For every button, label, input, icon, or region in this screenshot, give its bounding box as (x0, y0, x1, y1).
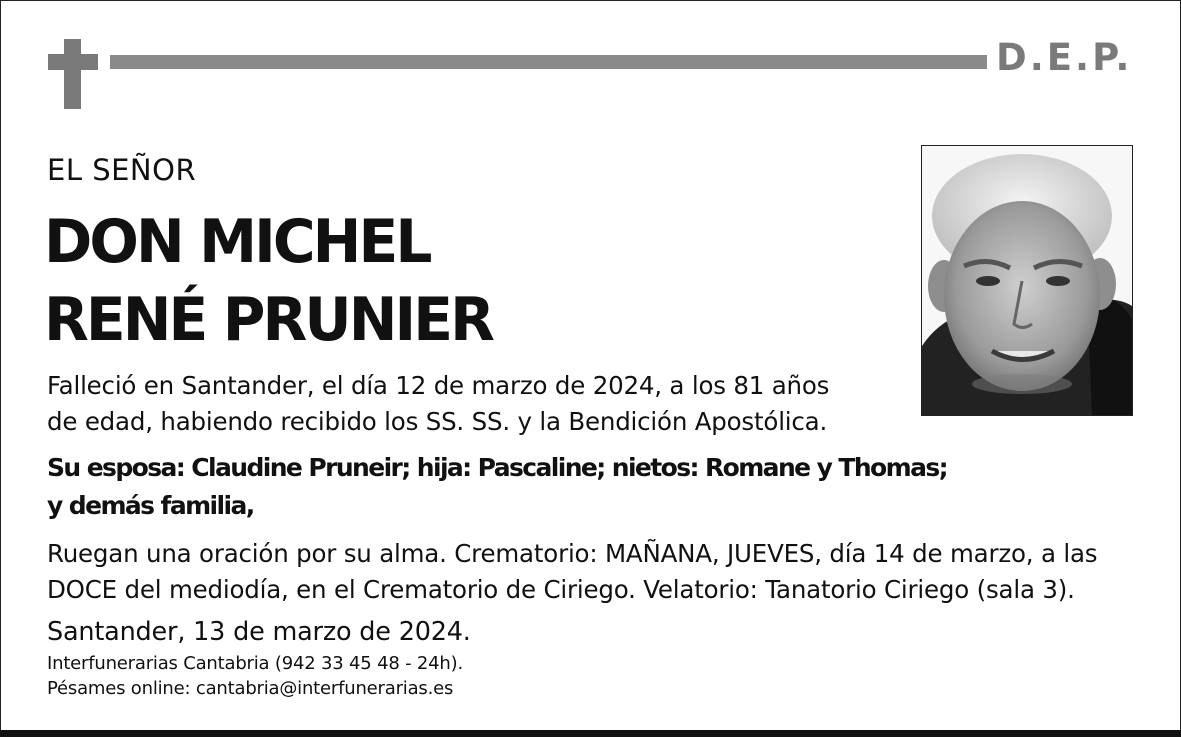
death-line-2: de edad, habiendo recibido los SS. SS. y la Bendición Apostólica. (47, 407, 828, 436)
header-rule (110, 55, 987, 69)
family-line-1: Su esposa: Claudine Pruneir; hija: Pascaline; nietos: Romane y Thomas; (47, 453, 948, 482)
place-and-date: Santander, 13 de marzo de 2024. (47, 617, 471, 647)
name-line-1: DON MICHEL (44, 207, 430, 277)
prayer-request (47, 536, 1097, 608)
honorific-prefix: EL SEÑOR (47, 153, 197, 187)
family-members (47, 449, 947, 525)
death-details (47, 368, 829, 440)
dep-label: D.E.P. (996, 36, 1133, 79)
prayer-line-2: DOCE del mediodía, en el Crematorio de Ciriego. Velatorio: Tanatorio Ciriego (sala 3). (47, 575, 1075, 604)
prayer-line-1: Ruegan una oración por su alma. Crematorio: MAÑANA, JUEVES, día 14 de marzo, a las (47, 539, 1098, 568)
portrait-photo (921, 145, 1133, 416)
funeral-home-contact: Interfunerarias Cantabria (942 33 45 48 - 24h). (47, 653, 463, 674)
death-line-1: Falleció en Santander, el día 12 de marzo de 2024, a los 81 años (47, 371, 830, 400)
deceased-name (44, 203, 492, 359)
bottom-border (0, 730, 1181, 737)
cross-vertical-bar (64, 39, 81, 109)
cross-horizontal-bar (48, 54, 98, 70)
online-condolences: Pésames online: cantabria@interfunerarias.es (47, 678, 454, 699)
portrait-image (922, 146, 1132, 415)
family-line-2: y demás familia, (47, 491, 254, 520)
name-line-2: RENÉ PRUNIER (44, 285, 493, 355)
